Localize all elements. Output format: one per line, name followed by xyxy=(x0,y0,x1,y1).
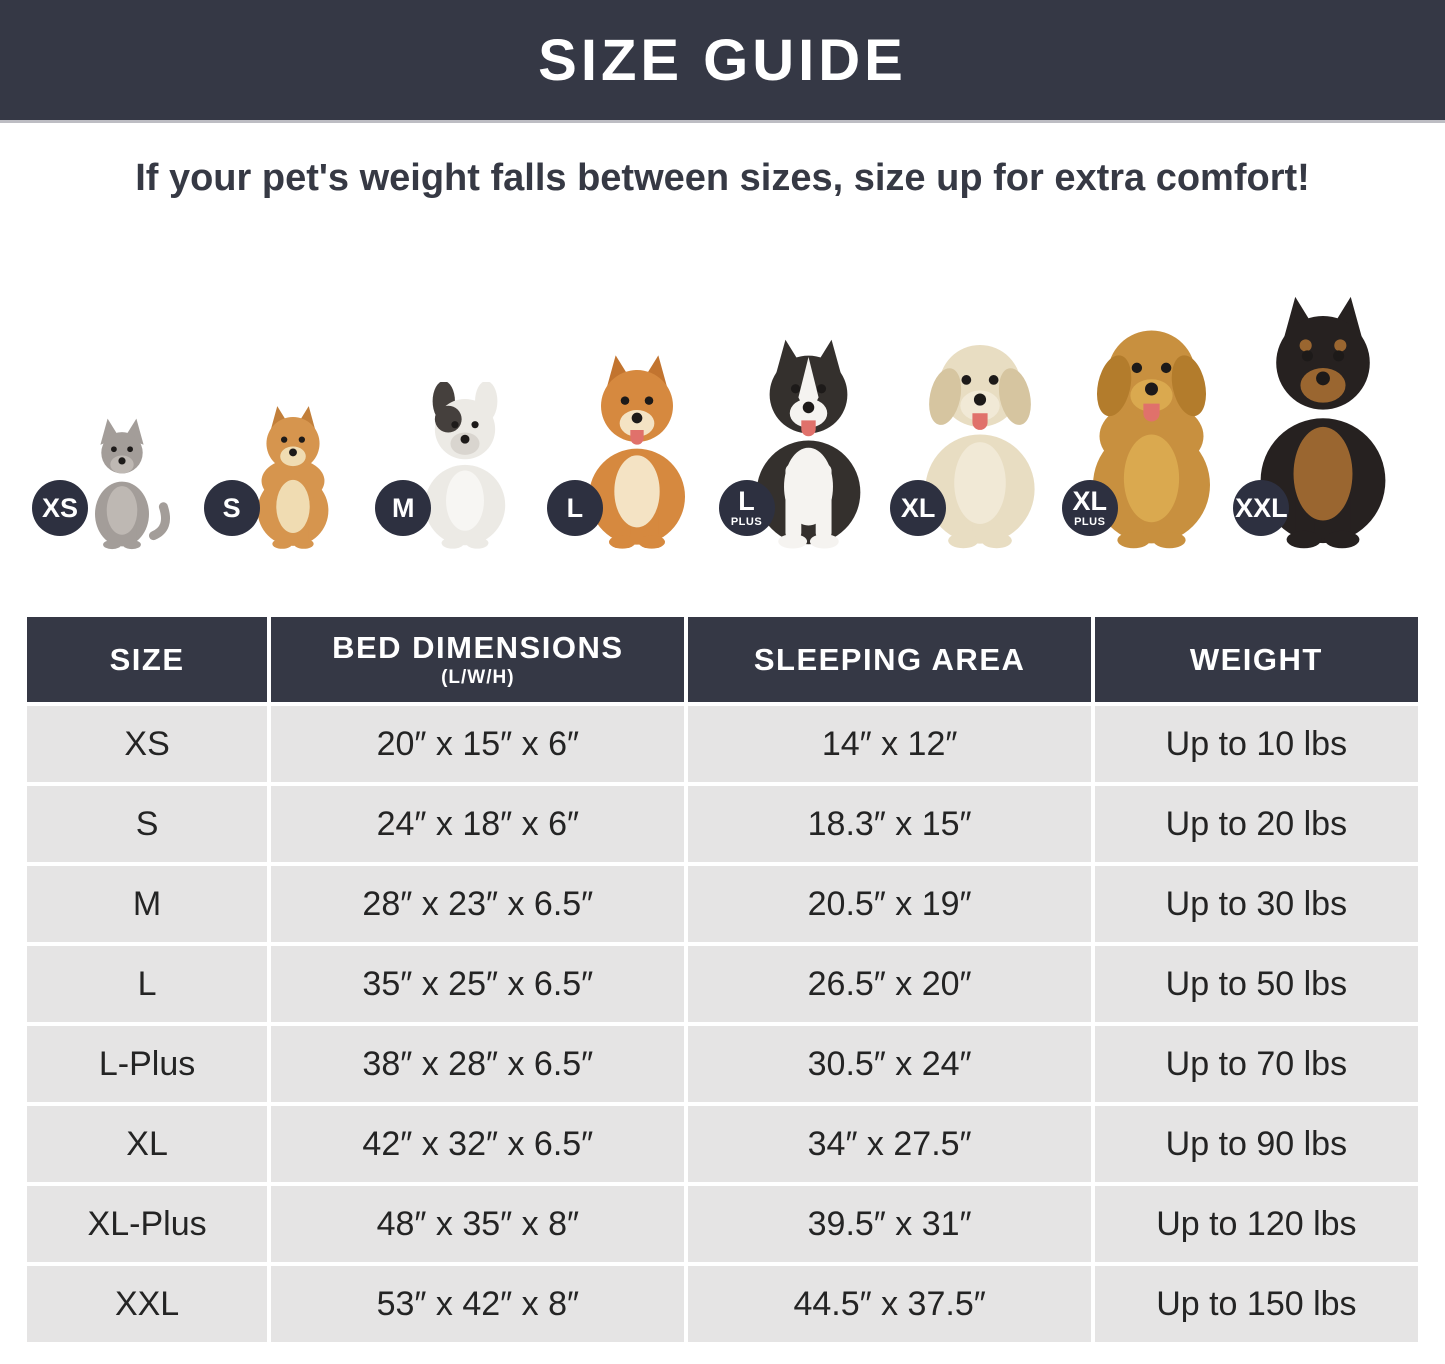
cell-sleeping-area: 30.5″ x 24″ xyxy=(688,1026,1090,1102)
column-header-label: BED DIMENSIONS xyxy=(332,630,624,665)
column-header-sublabel: (L/W/H) xyxy=(441,667,515,688)
cat-icon xyxy=(68,415,176,550)
cell-size: XXL xyxy=(27,1266,267,1342)
cell-sleeping-area: 20.5″ x 19″ xyxy=(688,866,1090,942)
cell-weight: Up to 120 lbs xyxy=(1095,1186,1418,1262)
cell-bed-dimensions: 28″ x 23″ x 6.5″ xyxy=(271,866,684,942)
cell-weight: Up to 30 lbs xyxy=(1095,866,1418,942)
column-header-label: SIZE xyxy=(109,641,185,677)
page-title: SIZE GUIDE xyxy=(538,27,907,93)
cell-size: XL xyxy=(27,1106,267,1182)
cell-bed-dimensions: 38″ x 28″ x 6.5″ xyxy=(271,1026,684,1102)
column-header-label: SLEEPING AREA xyxy=(753,641,1026,677)
column-header-label: WEIGHT xyxy=(1189,641,1323,677)
column-header-size xyxy=(27,617,267,702)
cell-size: S xyxy=(27,786,267,862)
cell-bed-dimensions: 24″ x 18″ x 6″ xyxy=(271,786,684,862)
badge-label: M xyxy=(392,492,415,523)
cell-bed-dimensions: 35″ x 25″ x 6.5″ xyxy=(271,946,684,1022)
pomeranian-icon xyxy=(234,402,352,550)
cell-bed-dimensions: 20″ x 15″ x 6″ xyxy=(271,706,684,782)
cell-weight: Up to 150 lbs xyxy=(1095,1266,1418,1342)
cell-size: M xyxy=(27,866,267,942)
pet-slot-cat xyxy=(36,415,208,550)
badge-label: XS xyxy=(41,492,79,523)
size-badge-l xyxy=(547,480,603,536)
badge-label: L xyxy=(738,486,755,516)
column-header-weight xyxy=(1095,617,1418,702)
cell-sleeping-area: 26.5″ x 20″ xyxy=(688,946,1090,1022)
cell-weight: Up to 70 lbs xyxy=(1095,1026,1418,1102)
cell-sleeping-area: 14″ x 12″ xyxy=(688,706,1090,782)
cell-weight: Up to 90 lbs xyxy=(1095,1106,1418,1182)
cell-sleeping-area: 39.5″ x 31″ xyxy=(688,1186,1090,1262)
pet-slot-shiba-inu xyxy=(551,350,723,550)
badge-label: XL xyxy=(1072,486,1107,516)
pet-slot-labrador xyxy=(894,322,1066,550)
cell-weight: Up to 50 lbs xyxy=(1095,946,1418,1022)
column-header-sleeping-area xyxy=(688,617,1090,702)
badge-label: XXL xyxy=(1235,492,1288,523)
pet-slot-golden-retriever xyxy=(1066,306,1238,550)
size-badge-xl xyxy=(890,480,946,536)
badge-sublabel: PLUS xyxy=(1074,516,1106,528)
size-badge-l-plus xyxy=(719,480,775,536)
pet-slot-french-bulldog xyxy=(379,382,551,550)
cell-sleeping-area: 34″ x 27.5″ xyxy=(688,1106,1090,1182)
pet-slot-doberman xyxy=(1237,290,1409,550)
subtitle-text: If your pet's weight falls between sizes, size up for extra comfort! xyxy=(135,157,1310,199)
badge-label: L xyxy=(566,492,584,523)
badge-sublabel: PLUS xyxy=(730,516,763,528)
size-badge-s xyxy=(204,480,260,536)
size-badge-xl-plus xyxy=(1062,480,1118,536)
size-badge-m xyxy=(375,480,431,536)
cell-size: XL-Plus xyxy=(27,1186,267,1262)
size-table xyxy=(27,617,1418,1342)
cell-weight: Up to 10 lbs xyxy=(1095,706,1418,782)
cell-sleeping-area: 44.5″ x 37.5″ xyxy=(688,1266,1090,1342)
cell-bed-dimensions: 42″ x 32″ x 6.5″ xyxy=(271,1106,684,1182)
cell-sleeping-area: 18.3″ x 15″ xyxy=(688,786,1090,862)
cell-weight: Up to 20 lbs xyxy=(1095,786,1418,862)
size-badge-xs xyxy=(32,480,88,536)
pets-row xyxy=(36,210,1409,562)
badge-label: S xyxy=(222,492,241,523)
cell-size: L-Plus xyxy=(27,1026,267,1102)
cell-size: L xyxy=(27,946,267,1022)
pet-slot-border-collie xyxy=(723,334,895,550)
cell-bed-dimensions: 53″ x 42″ x 8″ xyxy=(271,1266,684,1342)
cell-size: XS xyxy=(27,706,267,782)
column-header-bed-dimensions xyxy=(271,617,684,702)
header-bar xyxy=(0,0,1445,123)
pet-slot-pomeranian xyxy=(208,402,380,550)
badge-label: XL xyxy=(900,492,936,523)
cell-bed-dimensions: 48″ x 35″ x 8″ xyxy=(271,1186,684,1262)
size-badge-xxl xyxy=(1233,480,1289,536)
